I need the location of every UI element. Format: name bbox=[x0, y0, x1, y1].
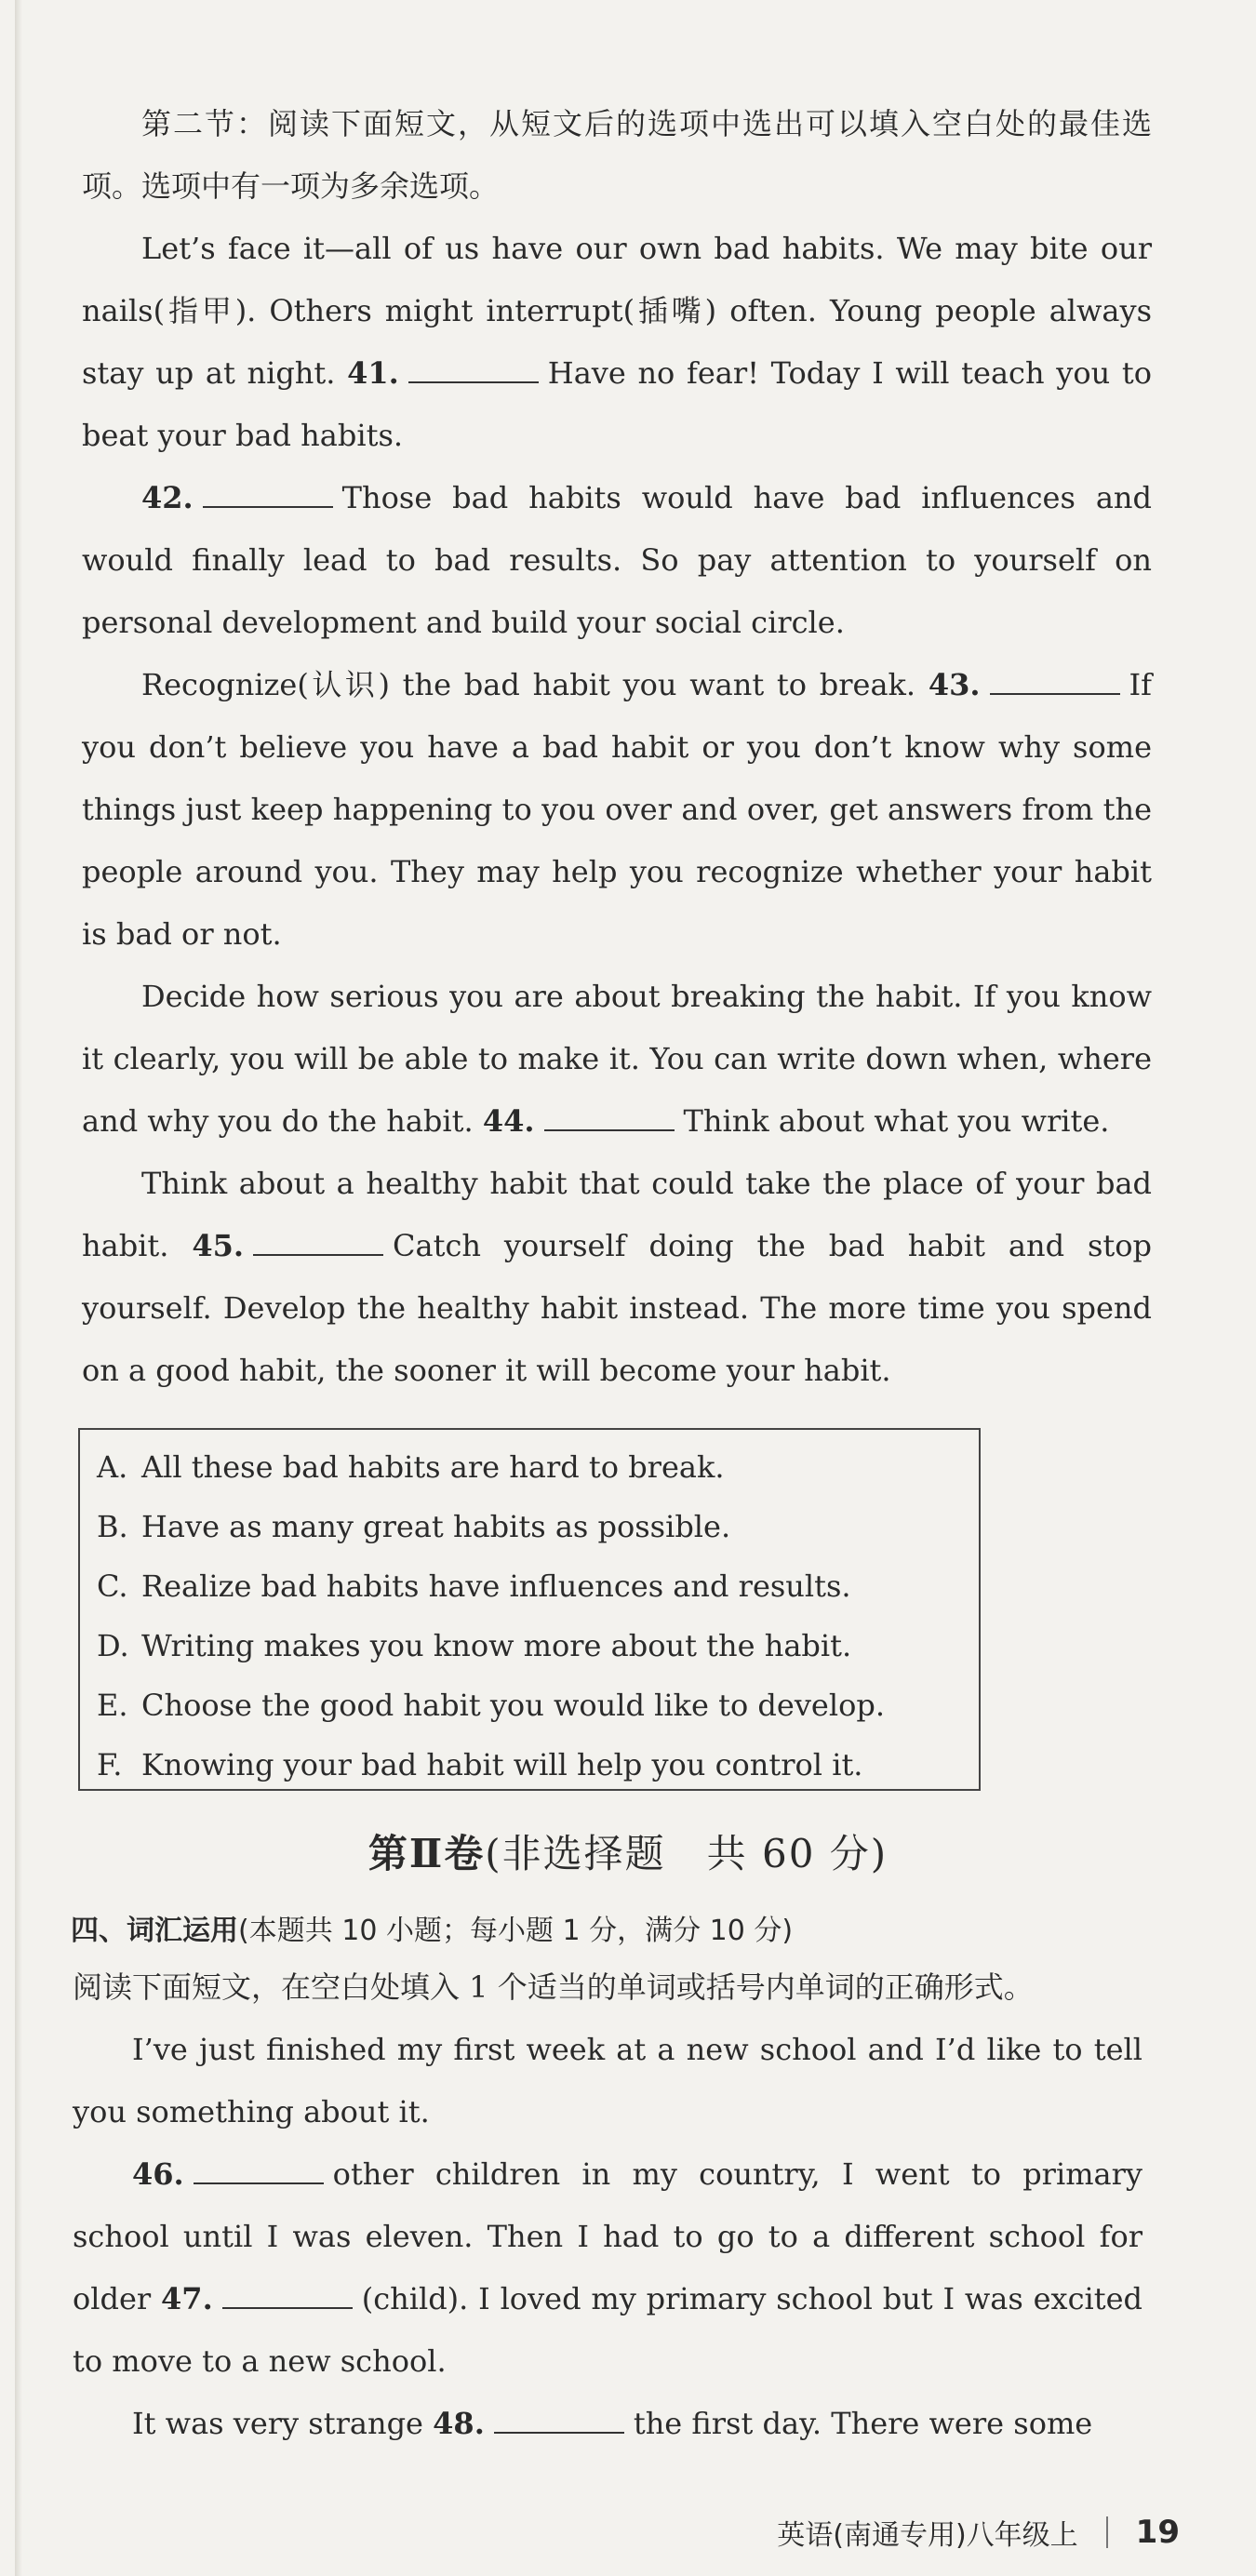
option-b bbox=[97, 1497, 979, 1556]
option-letter: F. bbox=[97, 1747, 123, 1782]
option-c bbox=[97, 1556, 979, 1616]
passage-text: other children in my country, I went to primary school until I was eleven. Then I had to go to a different school for older bbox=[73, 2156, 1142, 2316]
option-letter: E. bbox=[97, 1688, 128, 1723]
paragraph bbox=[82, 1153, 1152, 1402]
section4-instruction: 阅读下面短文，在空白处填入 1 个适当的单词或括号内单词的正确形式。 bbox=[73, 1969, 1034, 2005]
option-d bbox=[97, 1616, 979, 1675]
question-number: 41. bbox=[347, 355, 399, 391]
section4-passage bbox=[73, 2019, 1142, 2455]
section2-block bbox=[82, 93, 1152, 1402]
page-footer bbox=[777, 2512, 1180, 2553]
section4-title: 四、词汇运用 bbox=[71, 1915, 238, 1947]
paragraph bbox=[73, 2143, 1142, 2393]
page-number: 19 bbox=[1135, 2514, 1180, 2551]
answer-blank[interactable] bbox=[253, 1226, 383, 1256]
paragraph bbox=[82, 654, 1152, 966]
section4-heading bbox=[71, 1907, 793, 1948]
question-number: 43. bbox=[928, 667, 981, 702]
options-list bbox=[97, 1437, 979, 1795]
passage-text: the first day. There were some bbox=[633, 2406, 1093, 2441]
part2-heading bbox=[0, 1823, 1256, 1879]
passage-text: If you don’t believe you have a bad habit or you don’t know why some things just keep happening to you over and over, get answers from the people around you. They may help you recognize whether your habit is bad or not. bbox=[82, 667, 1152, 952]
option-f bbox=[97, 1735, 979, 1795]
paragraph bbox=[73, 2019, 1142, 2143]
answer-blank[interactable] bbox=[203, 478, 333, 508]
passage-text: Think about a healthy habit that could take the place of your bad habit. bbox=[82, 1166, 1152, 1263]
option-letter: D. bbox=[97, 1628, 129, 1663]
option-text: Knowing your bad habit will help you control it. bbox=[141, 1747, 863, 1782]
option-text: Writing makes you know more about the habit. bbox=[141, 1628, 852, 1663]
section2-instruction: 第二节：阅读下面短文，从短文后的选项中选出可以填入空白处的最佳选项。选项中有一项为多余选项。 bbox=[82, 106, 1152, 204]
footer-subject: 英语(南通专用)八年级上 bbox=[777, 2519, 1078, 2552]
option-a bbox=[97, 1437, 979, 1497]
passage-text: Have no fear! Today I will teach you to beat your bad habits. bbox=[82, 355, 1152, 453]
passage-text: It was very strange bbox=[132, 2406, 434, 2441]
option-e bbox=[97, 1675, 979, 1735]
answer-blank[interactable] bbox=[990, 665, 1120, 695]
option-text: All these bad habits are hard to break. bbox=[141, 1449, 725, 1485]
passage-text: Decide how serious you are about breaking the habit. If you know it clearly, you will be able to make it. You can write down when, where and why you do the habit. bbox=[82, 979, 1152, 1139]
section4-note: (本题共 10 小题；每小题 1 分，满分 10 分) bbox=[238, 1915, 794, 1947]
binding-shadow bbox=[15, 0, 22, 2576]
passage-text: I’ve just finished my first week at a new school and I’d like to tell you something about it. bbox=[73, 2032, 1142, 2129]
passage-text: Those bad habits would have bad influences and would finally lead to bad results. So pay attention to yourself on personal development and build your social circle. bbox=[82, 480, 1152, 640]
option-letter: B. bbox=[97, 1509, 128, 1544]
option-letter: A. bbox=[97, 1449, 128, 1485]
options-box bbox=[78, 1428, 981, 1791]
paragraph bbox=[82, 218, 1152, 467]
option-letter: C. bbox=[97, 1568, 128, 1604]
answer-blank[interactable] bbox=[194, 2155, 324, 2184]
section2-passage bbox=[82, 218, 1152, 1402]
question-number: 48. bbox=[433, 2406, 485, 2441]
option-text: Choose the good habit you would like to develop. bbox=[141, 1688, 885, 1723]
answer-blank[interactable] bbox=[494, 2404, 624, 2434]
passage-text: Catch yourself doing the bad habit and stop yourself. Develop the healthy habit instead. The more time you spend on a good habit, the sooner it will become your habit. bbox=[82, 1228, 1152, 1388]
passage-text: Recognize(认识) the bad habit you want to break. bbox=[141, 667, 929, 702]
question-number: 42. bbox=[141, 480, 194, 515]
paragraph bbox=[73, 2393, 1142, 2455]
section4-block bbox=[73, 1956, 1142, 2455]
passage-text: Let’s face it—all of us have our own bad habits. We may bite our nails(指甲). Others might interrupt(插嘴) often. Young people always stay up at night. bbox=[82, 231, 1152, 391]
question-number: 44. bbox=[482, 1103, 535, 1139]
answer-blank[interactable] bbox=[408, 354, 539, 383]
passage-text: (child). I loved my primary school but I was excited to move to a new school. bbox=[73, 2281, 1143, 2379]
question-number: 46. bbox=[132, 2156, 184, 2192]
paragraph bbox=[82, 966, 1152, 1153]
option-text: Have as many great habits as possible. bbox=[141, 1509, 731, 1544]
answer-blank[interactable] bbox=[544, 1101, 675, 1131]
question-number: 47. bbox=[161, 2281, 213, 2316]
option-text: Realize bad habits have influences and results. bbox=[141, 1568, 851, 1604]
part2-title: 第Ⅱ卷 bbox=[367, 1831, 486, 1876]
answer-blank[interactable] bbox=[222, 2279, 353, 2309]
footer-separator bbox=[1106, 2516, 1108, 2548]
paragraph bbox=[82, 467, 1152, 654]
part2-subtitle: (非选择题 共 60 分) bbox=[485, 1831, 889, 1876]
question-number: 45. bbox=[192, 1228, 245, 1263]
passage-text: Think about what you write. bbox=[683, 1103, 1110, 1139]
